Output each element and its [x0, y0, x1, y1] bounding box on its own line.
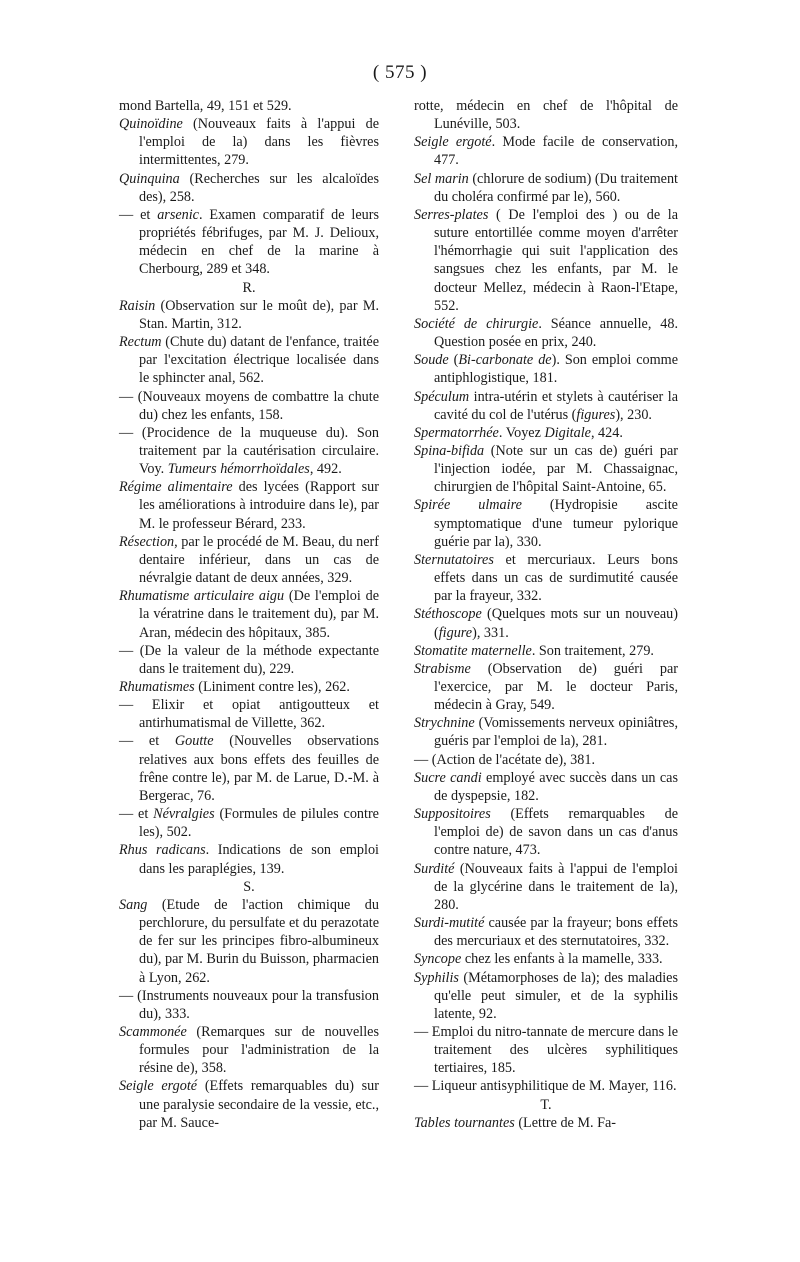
entry-text: . Indications de son emploi dans les paraplégies, 139. [139, 842, 379, 877]
entry-text: (Etude de l'action chimique du perchlorure, du persulfate et du perazotate de fer sur les principes fibro-albumineux du), par M. Burin du Buisson, pharmacien à Lyon, 262. [139, 896, 379, 986]
entry-text: (Nouveaux faits à l'appui de l'emploi de la) dans les fièvres intermittentes, 279. [139, 116, 379, 169]
index-entry [414, 1023, 678, 1077]
entry-text: — (Procidence de la muqueuse du). Son traitement par la cautérisation circulaire. Voy. [119, 424, 379, 478]
entry-headword: Névralgies [153, 806, 215, 823]
entry-text: , 492. [309, 461, 342, 478]
index-entry [414, 860, 678, 914]
index-entry [119, 97, 379, 115]
entry-headword: Tumeurs hémorrhoïdales [167, 461, 310, 478]
entry-headword: Bi-carbonate de [458, 352, 552, 369]
index-entry [414, 97, 678, 133]
entry-headword: figures [576, 406, 616, 423]
entry-headword: Strabisme [414, 660, 471, 677]
section-letter [119, 279, 379, 297]
entry-text: ), 331. [472, 624, 509, 641]
index-entry [414, 1077, 678, 1095]
entry-text: — et [119, 733, 175, 750]
entry-text: . Mode facile de conservation, 477. [434, 134, 678, 169]
section-letter [414, 1096, 678, 1114]
index-entry [414, 1114, 678, 1132]
entry-headword: Seigle ergoté [414, 134, 492, 151]
entry-text: — (De la valeur de la méthode expectante dans le traitement du), 229. [119, 642, 379, 677]
index-entry [119, 1023, 379, 1077]
entry-text: ( [448, 352, 459, 369]
entry-text: — et [119, 206, 158, 223]
index-entry [119, 333, 379, 387]
index-entry [414, 496, 678, 550]
entry-headword: Rhus radicans [119, 842, 206, 859]
entry-headword: Rhumatisme articulaire aigu [119, 588, 285, 605]
index-entry [119, 642, 379, 678]
entry-headword: Société de chirurgie [414, 315, 539, 332]
entry-text: des lycées (Rapport sur les améliorations à introduire dans le), par M. le professeur Bérard, 233. [139, 479, 379, 532]
entry-text: — (Nouveaux moyens de combattre la chute du) chez les enfants, 158. [119, 388, 379, 423]
index-entry [119, 841, 379, 877]
entry-text: (Note sur un cas de) guéri par l'injection iodée, par M. Chassaignac, chirurgien de l'hôpital Saint-Antoine, 65. [434, 442, 678, 496]
entry-text: (Hydropisie ascite symptomatique d'une tumeur pylorique guérie par la), 330. [434, 497, 678, 550]
entry-text: . Son traitement, 279. [531, 642, 654, 659]
index-entry [119, 678, 379, 696]
entry-headword: arsenic [157, 206, 199, 223]
entry-text: — Liqueur antisyphilitique de M. Mayer, 116. [414, 1078, 677, 1095]
entry-headword: Surdi-mutité [414, 915, 485, 932]
index-column-left [119, 97, 379, 1132]
entry-text: — et [119, 806, 154, 823]
index-entry [119, 478, 379, 532]
entry-text: . Voyez [498, 424, 545, 441]
index-entry [119, 587, 379, 641]
entry-headword: Résection [119, 533, 175, 550]
index-entry [119, 533, 379, 587]
entry-text: (Observation de) guéri par l'exercice, par M. le docteur Paris, médecin à Gray, 549. [434, 660, 678, 714]
index-entry [414, 642, 678, 660]
section-letter [119, 878, 379, 896]
index-entry [414, 170, 678, 206]
index-entry [414, 660, 678, 714]
entry-headword: Sang [119, 896, 148, 913]
index-entry [119, 805, 379, 841]
index-entry [414, 206, 678, 315]
index-entry [119, 896, 379, 987]
index-entry [119, 1077, 379, 1131]
index-entry [414, 950, 678, 968]
entry-headword: Rhumatismes [119, 679, 195, 695]
entry-text: (Nouveaux faits à l'appui de l'emploi de la glycérine dans le traitement de la), 280. [434, 860, 678, 913]
entry-text: — (Instruments nouveaux pour la transfusion du), 333. [119, 987, 379, 1022]
index-entry [414, 388, 678, 424]
entry-text: et mercuriaux. Leurs bons effets dans un cas de surdimutité causée par la frayeur, 332. [434, 551, 678, 605]
entry-text: (Quelques mots sur un nouveau) ( [434, 606, 678, 641]
entry-headword: Surdité [414, 860, 455, 877]
entry-text: . Examen comparatif de leurs propriétés fébrifuges, par M. J. Delioux, médecin en chef de la marine à Cherbourg, 289 et 348. [139, 206, 379, 278]
entry-text: ). Son emploi comme antiphlogistique, 181. [434, 352, 678, 387]
entry-headword: Goutte [174, 733, 214, 750]
entry-text: (chlorure de sodium) (Du traitement du choléra confirmé par le), 560. [434, 170, 678, 205]
entry-text: (Observation sur le moût de), par M. Stan. Martin, 312. [139, 297, 379, 332]
index-entry [414, 424, 678, 442]
entry-headword: Syncope [414, 951, 462, 968]
index-entry [414, 914, 678, 950]
entry-headword: Stéthoscope [414, 606, 482, 623]
index-column-right [414, 97, 678, 1132]
entry-headword: Raisin [119, 297, 156, 314]
entry-text: (Chute du) datant de l'enfance, traitée par l'excitation électrique localisée dans le sphincter anal, 562. [139, 334, 379, 387]
section-letter-text: S. [243, 878, 255, 895]
entry-headword: Quinquina [119, 170, 180, 187]
index-entry [119, 115, 379, 169]
index-entry [119, 732, 379, 805]
entry-text: chez les enfants à la mamelle, 333. [461, 951, 663, 968]
entry-text: (Lettre de M. Fa- [514, 1114, 617, 1131]
index-entry [414, 551, 678, 605]
entry-text: — (Action de l'acétate de), 381. [414, 751, 596, 768]
entry-headword: Rectum [119, 334, 162, 351]
entry-text: (Remarques sur de nouvelles formules pour l'administration de la résine de), 358. [139, 1023, 379, 1077]
entry-text: (Effets remarquables de l'emploi de) de savon dans un cas d'anus contre nature, 473. [434, 806, 678, 859]
entry-text: mond Bartella, 49, 151 et 529. [119, 98, 292, 114]
entry-headword: Suppositoires [414, 806, 491, 823]
section-letter-text: T. [540, 1096, 552, 1113]
index-entry [119, 696, 379, 732]
index-entry [119, 987, 379, 1023]
entry-text: rotte, médecin en chef de l'hôpital de Lunéville, 503. [414, 98, 678, 133]
entry-text: (Liniment contre les), 262. [194, 679, 350, 695]
page-number: ( 575 ) [372, 62, 428, 83]
entry-text: — Emploi du nitro-tannate de mercure dans le traitement des ulcères syphilitiques tertiaires, 185. [414, 1023, 678, 1077]
index-entry [414, 805, 678, 859]
index-entry [119, 297, 379, 333]
entry-text: . Séance annuelle, 48. Question posée en prix, 240. [434, 315, 678, 351]
entry-headword: figure [438, 624, 473, 641]
entry-text: (Nouvelles observations relatives aux bons effets des feuilles de frêne contre le), par M. de Larue, D.-M. à Bergerac, 76. [139, 733, 379, 804]
entry-headword: Serres-plates [414, 206, 489, 223]
entry-headword: Syphilis [414, 969, 459, 986]
entry-headword: Spirée ulmaire [414, 497, 522, 514]
entry-text: causée par la frayeur; bons effets des mercuriaux et des sternutatoires, 332. [434, 915, 678, 950]
entry-text: (Métamorphoses de la); des maladies qu'elle peut simuler, et de la syphilis latente, 92. [434, 969, 678, 1022]
index-entry [414, 133, 678, 169]
index-entry [119, 170, 379, 206]
index-entry [414, 769, 678, 805]
entry-headword: Spermatorrhée [414, 424, 499, 441]
entry-text: (Formules de pilules contre les), 502. [139, 806, 379, 841]
index-entry [119, 388, 379, 424]
entry-headword: Strychnine [414, 715, 475, 732]
entry-headword: Spina-bifida [414, 442, 485, 459]
entry-headword: Stomatite maternelle [414, 642, 532, 659]
entry-text: (Recherches sur les alcaloïdes des), 258. [139, 170, 379, 205]
index-entry [414, 751, 678, 769]
entry-headword: Digitale [544, 424, 591, 441]
index-entry [414, 969, 678, 1023]
entry-headword: Seigle ergoté [119, 1078, 198, 1095]
index-entry [119, 424, 379, 478]
index-entry [119, 206, 379, 279]
entry-headword: Soude [414, 352, 449, 369]
index-entry [414, 351, 678, 387]
entry-headword: Scammonée [119, 1023, 187, 1040]
entry-text: (Effets remarquables du) sur une paralysie secondaire de la vessie, etc., par M. Sauce- [139, 1078, 379, 1131]
entry-text: (De l'emploi de la vératrine dans le traitement du), par M. Aran, médecin des hôpitaux, 385. [139, 588, 379, 641]
entry-headword: Régime alimentaire [119, 479, 233, 496]
index-entry [414, 605, 678, 641]
entry-headword: Sel marin [414, 170, 469, 187]
entry-text: employé avec succès dans un cas de dyspepsie, 182. [434, 769, 678, 804]
entry-text: , par le procédé de M. Beau, du nerf dentaire inférieur, dans un cas de névralgie datant de deux années, 329. [139, 533, 379, 587]
entry-headword: Sternutatoires [414, 551, 494, 568]
entry-headword: Tables tournantes [414, 1114, 515, 1131]
entry-headword: Sucre candi [414, 769, 482, 786]
entry-text: , 424. [590, 424, 623, 441]
index-entry [414, 442, 678, 496]
index-entry [414, 315, 678, 351]
entry-text: intra-utérin et stylets à cautériser la cavité du col de l'utérus ( [434, 388, 678, 423]
entry-text: — Elixir et opiat antigoutteux et antirhumatismal de Villette, 362. [119, 697, 379, 732]
index-entry [414, 714, 678, 750]
entry-text: ( De l'emploi des ) ou de la suture entortillée comme moyen d'arrêter l'hémorrhagie qui suit l'application des sangsues chez les enfants, par M. le docteur Mellez, médecin à Raon-l'Etape, 552. [434, 206, 678, 314]
entry-headword: Quinoïdine [119, 116, 183, 133]
entry-text: ), 230. [615, 406, 652, 423]
entry-text: (Vomissements nerveux opiniâtres, guéris par l'emploi de la), 281. [434, 715, 678, 750]
entry-headword: Spéculum [414, 388, 470, 405]
section-letter-text: R. [242, 279, 256, 296]
